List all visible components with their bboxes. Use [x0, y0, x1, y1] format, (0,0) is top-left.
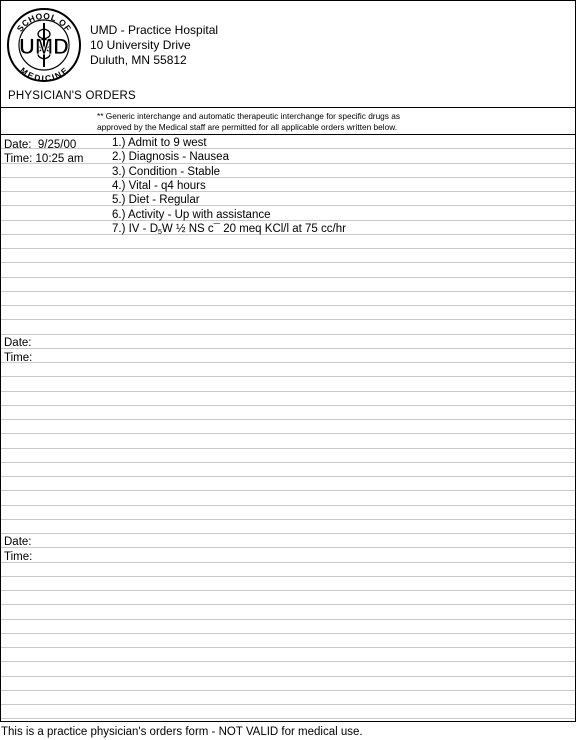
ruled-line [1, 604, 575, 605]
ruled-line [1, 348, 575, 349]
ruled-line [1, 405, 575, 406]
svg-text:MEDICINE: MEDICINE [18, 65, 70, 83]
notice-line-1: ** Generic interchange and automatic therapeutic interchange for specific drugs as [97, 111, 401, 121]
ruled-line [1, 305, 575, 306]
notice-line-2: approved by the Medical staff are permitted for all applicable orders written below. [97, 122, 398, 132]
ruled-line [1, 391, 575, 392]
date-label: Date: [4, 139, 32, 151]
entry-2-date-label: Date: [4, 337, 32, 349]
ruled-line [1, 177, 575, 178]
ruled-line [1, 690, 575, 691]
ruled-line [1, 191, 575, 192]
entry-3-time-label: Time: [4, 551, 33, 563]
header-divider [1, 107, 575, 108]
entry-2-time-label: Time: [4, 352, 33, 364]
hospital-address-line2: Duluth, MN 55812 [90, 53, 187, 67]
ruled-line [1, 291, 575, 292]
form-header [1, 1, 575, 107]
entry-1-date [4, 139, 76, 152]
ruled-line [1, 163, 575, 164]
form-title: PHYSICIAN'S ORDERS [8, 90, 136, 102]
order-line-7-iv: 7.) IV - $D_5W$ ½ NS c¯ 20 meq KCl/l at 75 cc/hr [112, 223, 346, 236]
ruled-line [1, 590, 575, 591]
order-line-3: 3.) Condition - Stable [112, 166, 221, 178]
entry-1-time [4, 153, 83, 166]
ruled-line [1, 476, 575, 477]
ruled-line [1, 277, 575, 278]
ruled-line [1, 704, 575, 705]
order-line-4: 4.) Vital - q4 hours [112, 180, 206, 192]
order-line-2: 2.) Diagnosis - Nausea [112, 151, 229, 163]
ruled-line [1, 490, 575, 491]
date-value: 9/25/00 [37, 139, 77, 151]
ruled-line [1, 718, 575, 719]
ruled-line [1, 262, 575, 263]
ruled-line [1, 619, 575, 620]
time-value: 10:25 am [35, 153, 84, 165]
umd-school-of-medicine-seal-logo [6, 7, 82, 83]
time-label: Time: [4, 153, 33, 165]
ruled-line [1, 562, 575, 563]
hospital-name: UMD - Practice Hospital [90, 23, 219, 37]
entry-3-date-label: Date: [4, 536, 32, 548]
order-line-1: 1.) Admit to 9 west [112, 137, 207, 149]
order-line-5: 5.) Diet - Regular [112, 194, 200, 206]
ruled-line [1, 547, 575, 548]
ruled-line [1, 505, 575, 506]
ruled-line [1, 633, 575, 634]
hospital-address-line1: 10 University Drive [90, 38, 191, 52]
ruled-line [1, 533, 575, 534]
ruled-line [1, 205, 575, 206]
order-line-6: 6.) Activity - Up with assistance [112, 209, 271, 221]
ruled-line [1, 334, 575, 335]
form-footer-disclaimer: This is a practice physician's orders form - NOT VALID for medical use. [1, 726, 363, 738]
ruled-line [1, 576, 575, 577]
ruled-line [1, 419, 575, 420]
interchange-notice [97, 111, 400, 133]
ruled-line [1, 220, 575, 221]
ruled-line [1, 148, 575, 149]
ruled-line [1, 448, 575, 449]
ruled-line [1, 676, 575, 677]
hospital-info [90, 23, 218, 68]
ruled-line [1, 519, 575, 520]
ruled-line [1, 433, 575, 434]
logo-umd-text: UMD [18, 34, 70, 59]
ruled-line [1, 376, 575, 377]
ruled-line [1, 248, 575, 249]
ruled-line [1, 362, 575, 363]
svg-text:SCHOOL OF: SCHOOL OF [14, 10, 74, 34]
ruled-line [1, 319, 575, 320]
ruled-line [1, 647, 575, 648]
ruled-line [1, 462, 575, 463]
ruled-line [1, 661, 575, 662]
